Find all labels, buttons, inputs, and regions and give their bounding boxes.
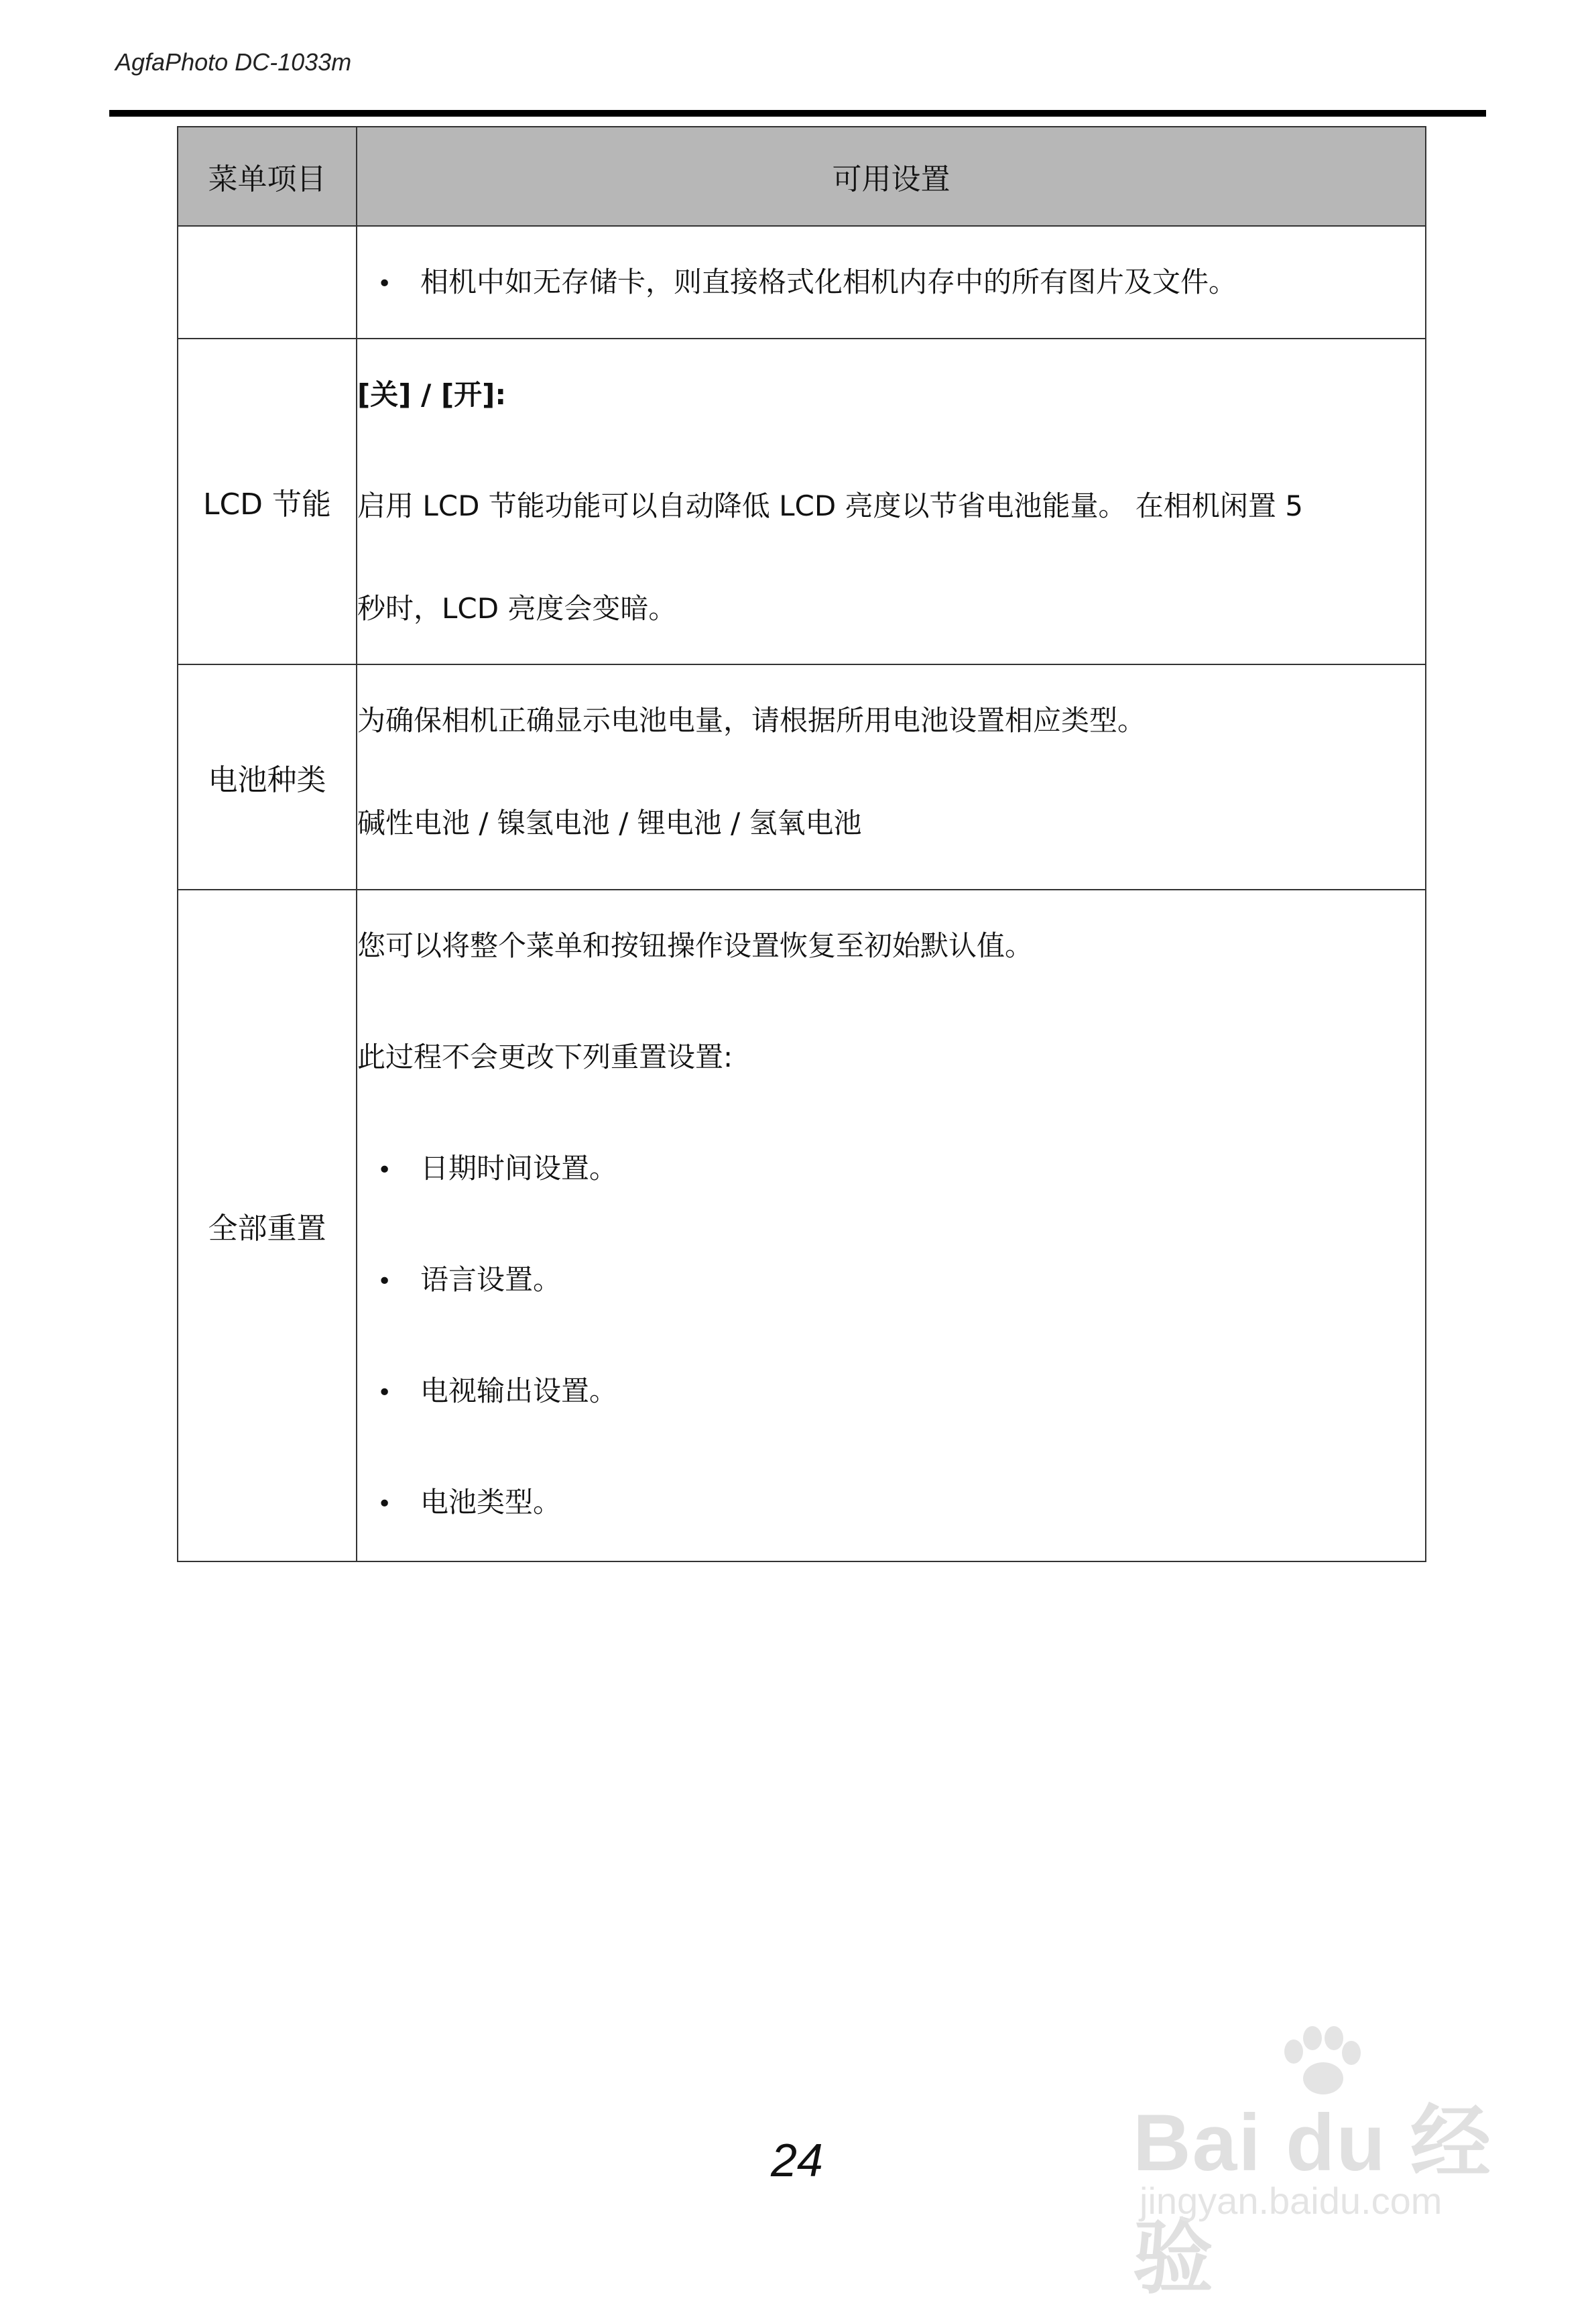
setting-cell-lcd-saver — [357, 339, 1426, 664]
lcd-description-line-2: 秒时，LCD 亮度会变暗。 — [357, 592, 677, 625]
baidu-watermark — [1133, 2025, 1508, 2303]
list-item — [357, 1224, 1425, 1336]
list-item — [357, 227, 1425, 338]
table-row-battery-type — [178, 664, 1426, 890]
column-header-available-settings: 可用设置 — [357, 127, 1426, 226]
bullet-icon: • — [377, 1268, 392, 1295]
setting-cell-format — [357, 226, 1426, 339]
bullet-icon: • — [377, 270, 392, 298]
reset-keep-item: 语言设置。 — [420, 1263, 562, 1296]
reset-description-1: 您可以将整个菜单和按钮操作设置恢复至初始默认值。 — [357, 929, 1034, 962]
reset-description-2: 此过程不会更改下列重置设置: — [357, 1041, 733, 1073]
reset-keep-item: 电视输出设置。 — [420, 1374, 618, 1407]
bullet-icon: • — [377, 1490, 392, 1518]
setting-cell-reset-all — [357, 890, 1426, 1561]
page-number: 24 — [771, 2134, 823, 2186]
table-row-reset-all — [178, 890, 1426, 1561]
watermark-url: jingyan.baidu.com — [1140, 2180, 1442, 2222]
list-item — [357, 1336, 1425, 1447]
column-header-menu-item: 菜单项目 — [178, 127, 357, 226]
lcd-description-line-1: 启用 LCD 节能功能可以自动降低 LCD 亮度以节省电池能量。 在相机闲置 5 — [357, 489, 1303, 522]
list-item — [357, 1447, 1425, 1558]
lcd-options: [关] / [开]: — [357, 378, 507, 411]
header-rule — [109, 110, 1486, 117]
menu-item-reset-all: 全部重置 — [178, 890, 357, 1561]
reset-keep-item: 日期时间设置。 — [420, 1152, 618, 1185]
battery-description: 为确保相机正确显示电池电量，请根据所用电池设置相应类型。 — [357, 704, 1146, 737]
list-item — [357, 1113, 1425, 1224]
watermark-brand: Bai du 经验 — [1133, 2098, 1493, 2303]
setting-cell-battery-type — [357, 664, 1426, 890]
menu-item-battery-type: 电池种类 — [178, 664, 357, 890]
table-row-format — [178, 226, 1426, 339]
menu-settings-table — [177, 126, 1426, 1562]
format-note: 相机中如无存储卡，则直接格式化相机内存中的所有图片及文件。 — [420, 265, 1237, 298]
bullet-icon: • — [377, 1157, 392, 1184]
table-row-lcd-saver — [178, 339, 1426, 664]
table-header-row — [178, 127, 1426, 226]
battery-type-options: 碱性电池 / 镍氢电池 / 锂电池 / 氢氧电池 — [357, 807, 862, 839]
menu-item-lcd-saver: LCD 节能 — [178, 339, 357, 664]
menu-item-format — [178, 226, 357, 339]
bullet-icon: • — [377, 1379, 392, 1407]
reset-keep-item: 电池类型。 — [420, 1486, 562, 1519]
document-header-title: AgfaPhoto DC-1033m — [115, 48, 352, 76]
